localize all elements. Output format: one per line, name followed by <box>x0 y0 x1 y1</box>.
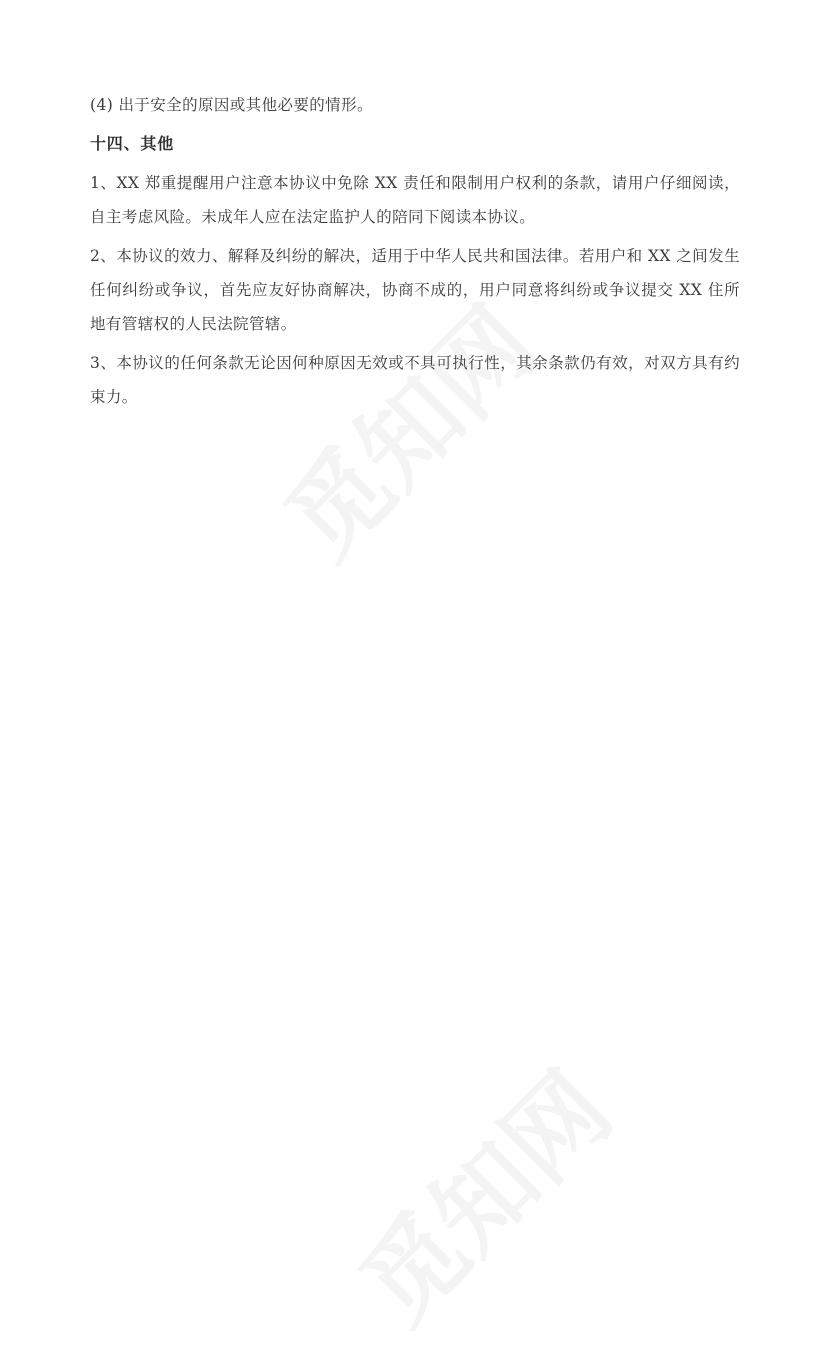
paragraph-clause-2: 2、本协议的效力、解释及纠纷的解决，适用于中华人民共和国法律。若用户和 XX 之间发生任何纠纷或争议，首先应友好协商解决，协商不成的，用户同意将纠纷或争议提交 XX 住所地有管辖权的人民法院管辖。 <box>90 247 740 333</box>
section-heading-other: 十四、其他 <box>90 134 175 153</box>
watermark <box>323 1035 637 1349</box>
paragraph-clause-3: 3、本协议的任何条款无论因何种原因无效或不具可执行性，其余条款仍有效，对双方具有约束力。 <box>90 354 740 406</box>
paragraph-item-4: (4) 出于安全的原因或其他必要的情形。 <box>90 96 373 114</box>
document-body <box>90 88 740 419</box>
paragraph-clause-1: 1、XX 郑重提醒用户注意本协议中免除 XX 责任和限制用户权利的条款，请用户仔细阅读，自主考虑风险。未成年人应在法定监护人的陪同下阅读本协议。 <box>90 174 740 226</box>
